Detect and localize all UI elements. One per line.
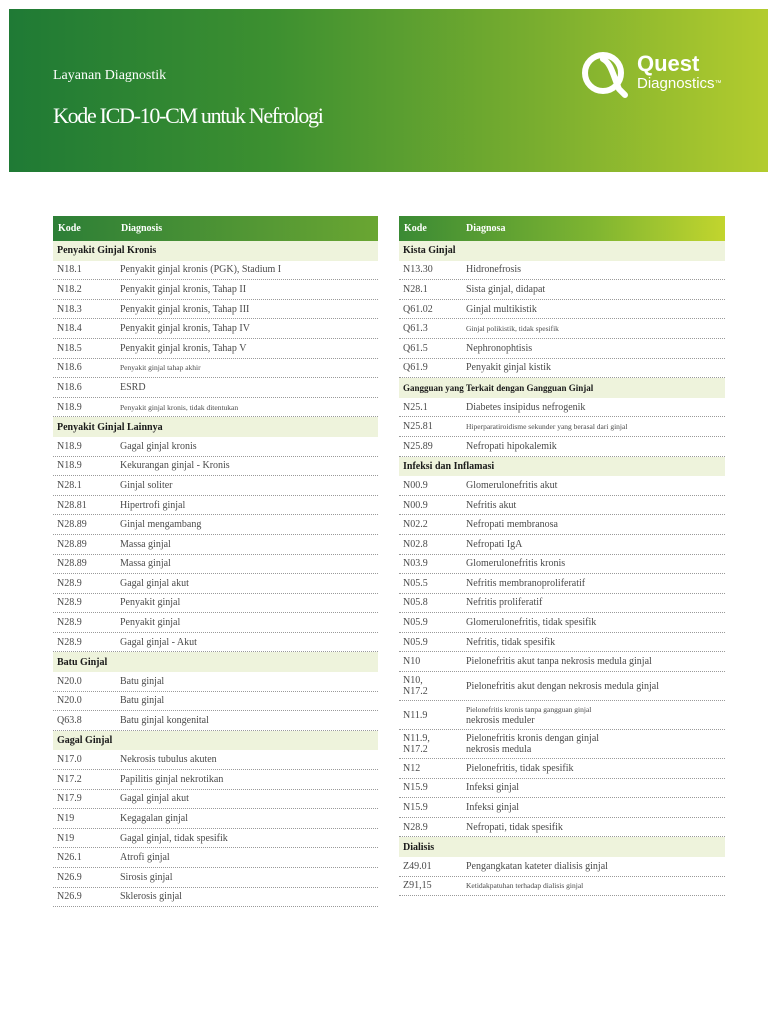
code-cell: Z49.01 (403, 860, 432, 872)
section-header: Penyakit Ginjal Lainnya (53, 417, 378, 437)
table-row (399, 701, 725, 730)
code-cell: N18.5 (57, 342, 82, 354)
table-row (399, 319, 725, 339)
code-cell: N17.9 (57, 793, 82, 805)
diagnosis-cell: Nefritis, tidak spesifik (466, 636, 556, 648)
diagnosis-cell: Penyakit ginjal kronis, tidak ditentukan (120, 402, 239, 412)
table-row (53, 594, 378, 614)
table-row (399, 652, 725, 672)
diagnosis-cell: Pielonefritis akut dengan nekrosis medula ginjal (466, 680, 660, 692)
quest-logo-icon (579, 49, 631, 99)
table-row (53, 848, 378, 868)
table-row (53, 555, 378, 575)
table-row (399, 857, 725, 877)
code-cell: N10, N17.2 (403, 675, 428, 698)
code-cell: N19 (57, 832, 75, 844)
table-row (399, 437, 725, 457)
diagnosis-cell: Glomerulonefritis, tidak spesifik (466, 617, 597, 629)
code-cell: N17.0 (57, 754, 82, 766)
code-cell: N17.2 (57, 773, 82, 785)
code-cell: N18.3 (57, 303, 82, 315)
diagnosis-cell: Penyakit ginjal kronis, Tahap III (120, 303, 250, 315)
diagnosis-cell: Batu ginjal (120, 675, 165, 687)
code-cell: N20.0 (57, 695, 82, 707)
code-cell: N28.9 (57, 597, 82, 609)
section-header: Infeksi dan Inflamasi (399, 457, 725, 477)
diagnosis-cell: Nefropati membranosa (466, 519, 558, 531)
table-row (399, 515, 725, 535)
table-row (399, 779, 725, 799)
diagnosis-cell: Penyakit ginjal kronis (PGK), Stadium I (120, 264, 282, 276)
code-cell: N26.9 (57, 871, 82, 883)
table-row (399, 594, 725, 614)
table-row (399, 535, 725, 555)
table-row (53, 319, 378, 339)
table-row (53, 613, 378, 633)
code-cell: N19 (57, 813, 75, 825)
table-row (399, 417, 725, 437)
table-row (53, 280, 378, 300)
code-cell: Q61.9 (403, 362, 428, 374)
diagnosis-cell: Sklerosis ginjal (120, 891, 182, 903)
table-row (399, 300, 725, 320)
code-cell: N18.9 (57, 401, 82, 413)
diagnosis-cell: Penyakit ginjal kronis, Tahap V (120, 342, 247, 354)
code-cell: N18.2 (57, 283, 82, 295)
diagnosis-cell: Gagal ginjal kronis (120, 440, 197, 452)
code-cell: Z91,15 (403, 880, 432, 892)
diagnosis-cell (466, 704, 725, 726)
code-cell: N18.6 (57, 362, 82, 374)
diagnosis-cell: Nefropati, tidak spesifik (466, 821, 563, 833)
code-cell: N18.4 (57, 323, 82, 335)
table-row (53, 750, 378, 770)
diagnosis-cell: Nephronophtisis (466, 342, 533, 354)
code-cell: N18.9 (57, 460, 82, 472)
code-cell: N00.9 (403, 479, 428, 491)
code-cell: N25.1 (403, 401, 428, 413)
table-row (53, 809, 378, 829)
table-row (53, 790, 378, 810)
code-cell: N02.2 (403, 519, 428, 531)
diagnosis-cell: Gagal ginjal akut (120, 577, 189, 589)
section-header: Dialisis (399, 837, 725, 857)
table-row (53, 359, 378, 379)
diagnosis-cell: Sirosis ginjal (120, 871, 173, 883)
diagnosis-cell: Nefritis akut (466, 499, 517, 511)
code-cell: N28.1 (403, 283, 428, 295)
diagnosis-cell: Massa ginjal (120, 558, 171, 570)
diagnosis-cell: Glomerulonefritis kronis (466, 558, 566, 570)
diagnosis-cell: Sista ginjal, didapat (466, 283, 546, 295)
table-row (399, 359, 725, 379)
diagnosis-cell: Nefropati hipokalemik (466, 440, 557, 452)
code-cell: N03.9 (403, 558, 428, 570)
diagnosis-cell: Penyakit ginjal (120, 597, 181, 609)
table-row (399, 280, 725, 300)
diagnosis-cell: Pielonefritis akut tanpa nekrosis medula ginjal (466, 656, 652, 668)
code-cell: N11.9, N17.2 (403, 733, 430, 756)
diagnosis-cell: Gagal ginjal, tidak spesifik (120, 832, 228, 844)
diagnosis-cell: Ketidakpatuhan terhadap dialisis ginjal (466, 881, 584, 891)
diagnosis-cell: Massa ginjal (120, 538, 171, 550)
diagnosis-cell: Ginjal soliter (120, 479, 173, 491)
code-cell: N05.9 (403, 617, 428, 629)
section-header: Gagal Ginjal (53, 731, 378, 751)
diagnosis-cell: Nekrosis tubulus akuten (120, 754, 217, 766)
diagnosis-cell: Penyakit ginjal kronis, Tahap II (120, 283, 247, 295)
logo-text-diagnostics: Diagnostics™ (637, 75, 722, 92)
table-row (399, 730, 725, 759)
table-row (399, 555, 725, 575)
diagnosis-cell: Kegagalan ginjal (120, 813, 189, 825)
diagnosis-cell-part: Pielonefritis kronis tanpa gangguan ginjal (466, 705, 592, 715)
code-cell: N20.0 (57, 675, 82, 687)
column-header-code: Kode (404, 223, 427, 234)
code-cell: N28.89 (57, 558, 87, 570)
column-header-diagnosis: Diagnosis (121, 223, 163, 234)
code-cell: N13.30 (403, 264, 433, 276)
diagnosis-cell: Kekurangan ginjal - Kronis (120, 460, 230, 472)
code-cell: N28.9 (403, 821, 428, 833)
diagnosis-cell: Ginjal multikistik (466, 303, 537, 315)
table-row (399, 818, 725, 838)
section-header: Penyakit Ginjal Kronis (53, 241, 378, 261)
table-row (53, 398, 378, 418)
table-row (53, 888, 378, 908)
column-header-code: Kode (58, 223, 81, 234)
table-row (53, 476, 378, 496)
table-row (399, 261, 725, 281)
table-row (53, 339, 378, 359)
table-row (53, 496, 378, 516)
table-header (53, 216, 378, 241)
header-banner (9, 9, 768, 172)
diagnosis-cell: Pielonefritis kronis dengan ginjal nekrosis medula (466, 733, 600, 756)
diagnosis-cell: Pengangkatan kateter dialisis ginjal (466, 860, 608, 872)
diagnosis-cell: Penyakit ginjal kistik (466, 362, 551, 374)
diagnosis-cell: Nefritis membranoproliferatif (466, 577, 586, 589)
table-row (53, 574, 378, 594)
code-cell: N11.9 (403, 709, 428, 721)
diagnosis-cell: Hidronefrosis (466, 264, 521, 276)
diagnosis-cell: Penyakit ginjal tahap akhir (120, 363, 201, 373)
diagnosis-cell-part: nekrosis meduler (466, 715, 535, 727)
code-cell: N25.89 (403, 440, 433, 452)
left-code-table (53, 216, 378, 907)
section-header: Kista Ginjal (399, 241, 725, 261)
table-row (53, 829, 378, 849)
table-row (399, 496, 725, 516)
table-row (399, 798, 725, 818)
table-row (53, 672, 378, 692)
page-title: Kode ICD-10-CM untuk Nefrologi (53, 103, 323, 128)
diagnosis-cell: Papilitis ginjal nekrotikan (120, 773, 224, 785)
table-row (53, 300, 378, 320)
quest-logo (579, 49, 749, 99)
code-cell: N10 (403, 656, 421, 668)
diagnosis-cell: Ginjal polikistik, tidak spesifik (466, 324, 559, 334)
diagnosis-cell: Penyakit ginjal (120, 617, 181, 629)
code-cell: N28.89 (57, 538, 87, 550)
diagnosis-cell: Nefropati IgA (466, 538, 523, 550)
diagnosis-cell: Ginjal mengambang (120, 519, 202, 531)
diagnosis-cell: Gagal ginjal - Akut (120, 636, 197, 648)
code-cell: Q61.02 (403, 303, 433, 315)
table-row (399, 633, 725, 653)
table-row (399, 759, 725, 779)
code-cell: Q63.8 (57, 715, 82, 727)
code-cell: N28.81 (57, 499, 87, 511)
code-cell: N25.81 (403, 421, 433, 433)
diagnosis-cell: Hiperparatiroidisme sekunder yang berasal dari ginjal (466, 422, 628, 432)
right-code-table (399, 216, 725, 896)
code-cell: N05.9 (403, 636, 428, 648)
table-row (53, 770, 378, 790)
code-cell: Q61.5 (403, 342, 428, 354)
code-cell: N18.1 (57, 264, 82, 276)
service-subtitle: Layanan Diagnostik (53, 68, 167, 83)
table-row (399, 574, 725, 594)
code-cell: N15.9 (403, 782, 428, 794)
table-row (53, 868, 378, 888)
diagnosis-cell: Atrofi ginjal (120, 852, 170, 864)
diagnosis-cell: Batu ginjal kongenital (120, 715, 209, 727)
code-cell: N00.9 (403, 499, 428, 511)
table-row (399, 672, 725, 701)
table-row (399, 398, 725, 418)
code-cell: N28.9 (57, 577, 82, 589)
code-cell: N28.89 (57, 519, 87, 531)
diagnosis-cell: Hipertrofi ginjal (120, 499, 186, 511)
code-cell: N28.1 (57, 479, 82, 491)
diagnosis-cell: Gagal ginjal akut (120, 793, 189, 805)
column-header-diagnosis: Diagnosa (466, 223, 506, 234)
diagnosis-cell: Nefritis proliferatif (466, 597, 543, 609)
code-cell: N26.1 (57, 852, 82, 864)
code-cell: N28.9 (57, 636, 82, 648)
code-cell: N05.5 (403, 577, 428, 589)
table-row (53, 261, 378, 281)
diagnosis-cell: Batu ginjal (120, 695, 165, 707)
section-header: Batu Ginjal (53, 652, 378, 672)
table-row (53, 535, 378, 555)
table-row (53, 692, 378, 712)
code-cell: N18.6 (57, 381, 82, 393)
code-cell: N12 (403, 762, 421, 774)
table-header (399, 216, 725, 241)
code-cell: N05.8 (403, 597, 428, 609)
table-row (399, 476, 725, 496)
table-row (399, 613, 725, 633)
table-row (399, 877, 725, 897)
diagnosis-cell: Pielonefritis, tidak spesifik (466, 762, 574, 774)
table-row (53, 515, 378, 535)
table-row (53, 457, 378, 477)
code-cell: Q61.3 (403, 323, 428, 335)
logo-text-quest: Quest (637, 51, 700, 76)
code-cell: N15.9 (403, 802, 428, 814)
diagnosis-cell: Penyakit ginjal kronis, Tahap IV (120, 323, 250, 335)
diagnosis-cell: ESRD (120, 381, 146, 393)
table-row (53, 711, 378, 731)
section-header: Gangguan yang Terkait dengan Gangguan Ginjal (399, 378, 725, 398)
diagnosis-cell: Glomerulonefritis akut (466, 479, 558, 491)
diagnosis-cell: Diabetes insipidus nefrogenik (466, 401, 586, 413)
code-cell: N02.8 (403, 538, 428, 550)
table-row (399, 339, 725, 359)
code-cell: N18.9 (57, 440, 82, 452)
code-cell: N28.9 (57, 617, 82, 629)
diagnosis-cell: Infeksi ginjal (466, 802, 520, 814)
diagnosis-cell: Infeksi ginjal (466, 782, 520, 794)
code-cell: N26.9 (57, 891, 82, 903)
table-row (53, 437, 378, 457)
table-row (53, 378, 378, 398)
table-row (53, 633, 378, 653)
